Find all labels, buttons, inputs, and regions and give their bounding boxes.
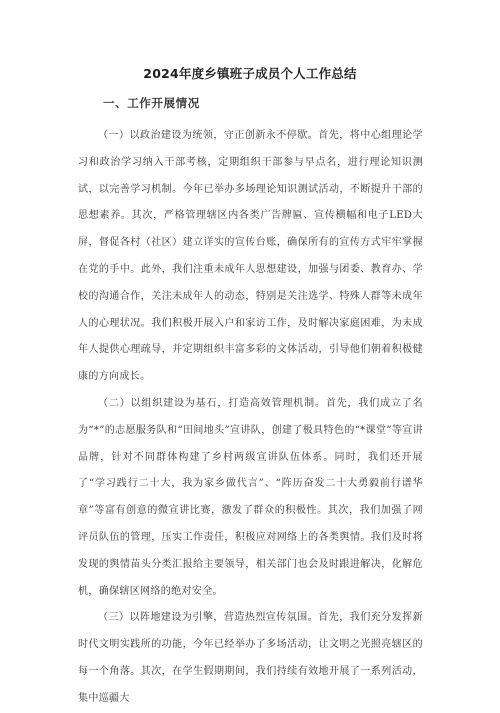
section-heading: 一、工作开展情况 bbox=[103, 96, 200, 110]
document-title: 2024年度乡镇班子成员个人工作总结 bbox=[143, 66, 357, 81]
paragraph-position-building: （三）以阵地建设为引擎，营造热烈宣传氛围。首先，我们充分发挥新时代文明实践所的功能，今年已经举办了多场活动，让文明之光照亮辖区的每一个角落。其次，在学生假期期间，我们持续有效地开展了一系列活动，集中巡疆大 bbox=[78, 612, 423, 704]
paragraph-political-building: （一）以政治建设为统领，守正创新永不停歇。首先，将中心组理论学习和政治学习纳入干部考核，定期组织干部参与早点名，进行理论知识测试，以完善学习机制。今年已举办多场理论知识测试活动，不断提升干部的思想素养。其次，严格管理辖区内各类广告牌匾、宣传横幅和电子LED大屏，督促各村（社区）建立详实的宣传台账，确保所有的宣传方式牢牢掌握在党的手中。此外，我们注重未成年人思想建设，加强与团委、教育办、学校的沟通合作，关注未成年人的动态，特别是关注选学、特殊人群等未成年人的心理状况。我们积极开展入户和家访工作，及时解决家庭困难，为未成年人提供心理疏导，并定期组织丰富多彩的文体活动，引导他们朝着积极健康的方向成长。 bbox=[78, 130, 423, 383]
document-body bbox=[78, 123, 423, 713]
paragraph-organization-building: （二）以组织建设为基石，打造高效管理机制。首先，我们成立了名为“*”的志愿服务队和“田间地头”宣讲队，创建了极具特色的“*课堂”等宣讲品牌，针对不同群体构建了乡村两级宣讲队伍体系。同时，我们还开展了“学习践行二十大，我为家乡做代言”、“阵历奋发二十大勇毅前行谱华章”等富有创意的微宣讲比赛，激发了群众的积极性。其次，我们加强了网评员队伍的管理，压实工作责任，积极应对网络上的各类舆情。我们及时将发现的舆情苗头分类汇报给主要领导，相关部门也会及时跟进解决，化解危机，确保辖区网络的绝对安全。 bbox=[78, 397, 423, 597]
